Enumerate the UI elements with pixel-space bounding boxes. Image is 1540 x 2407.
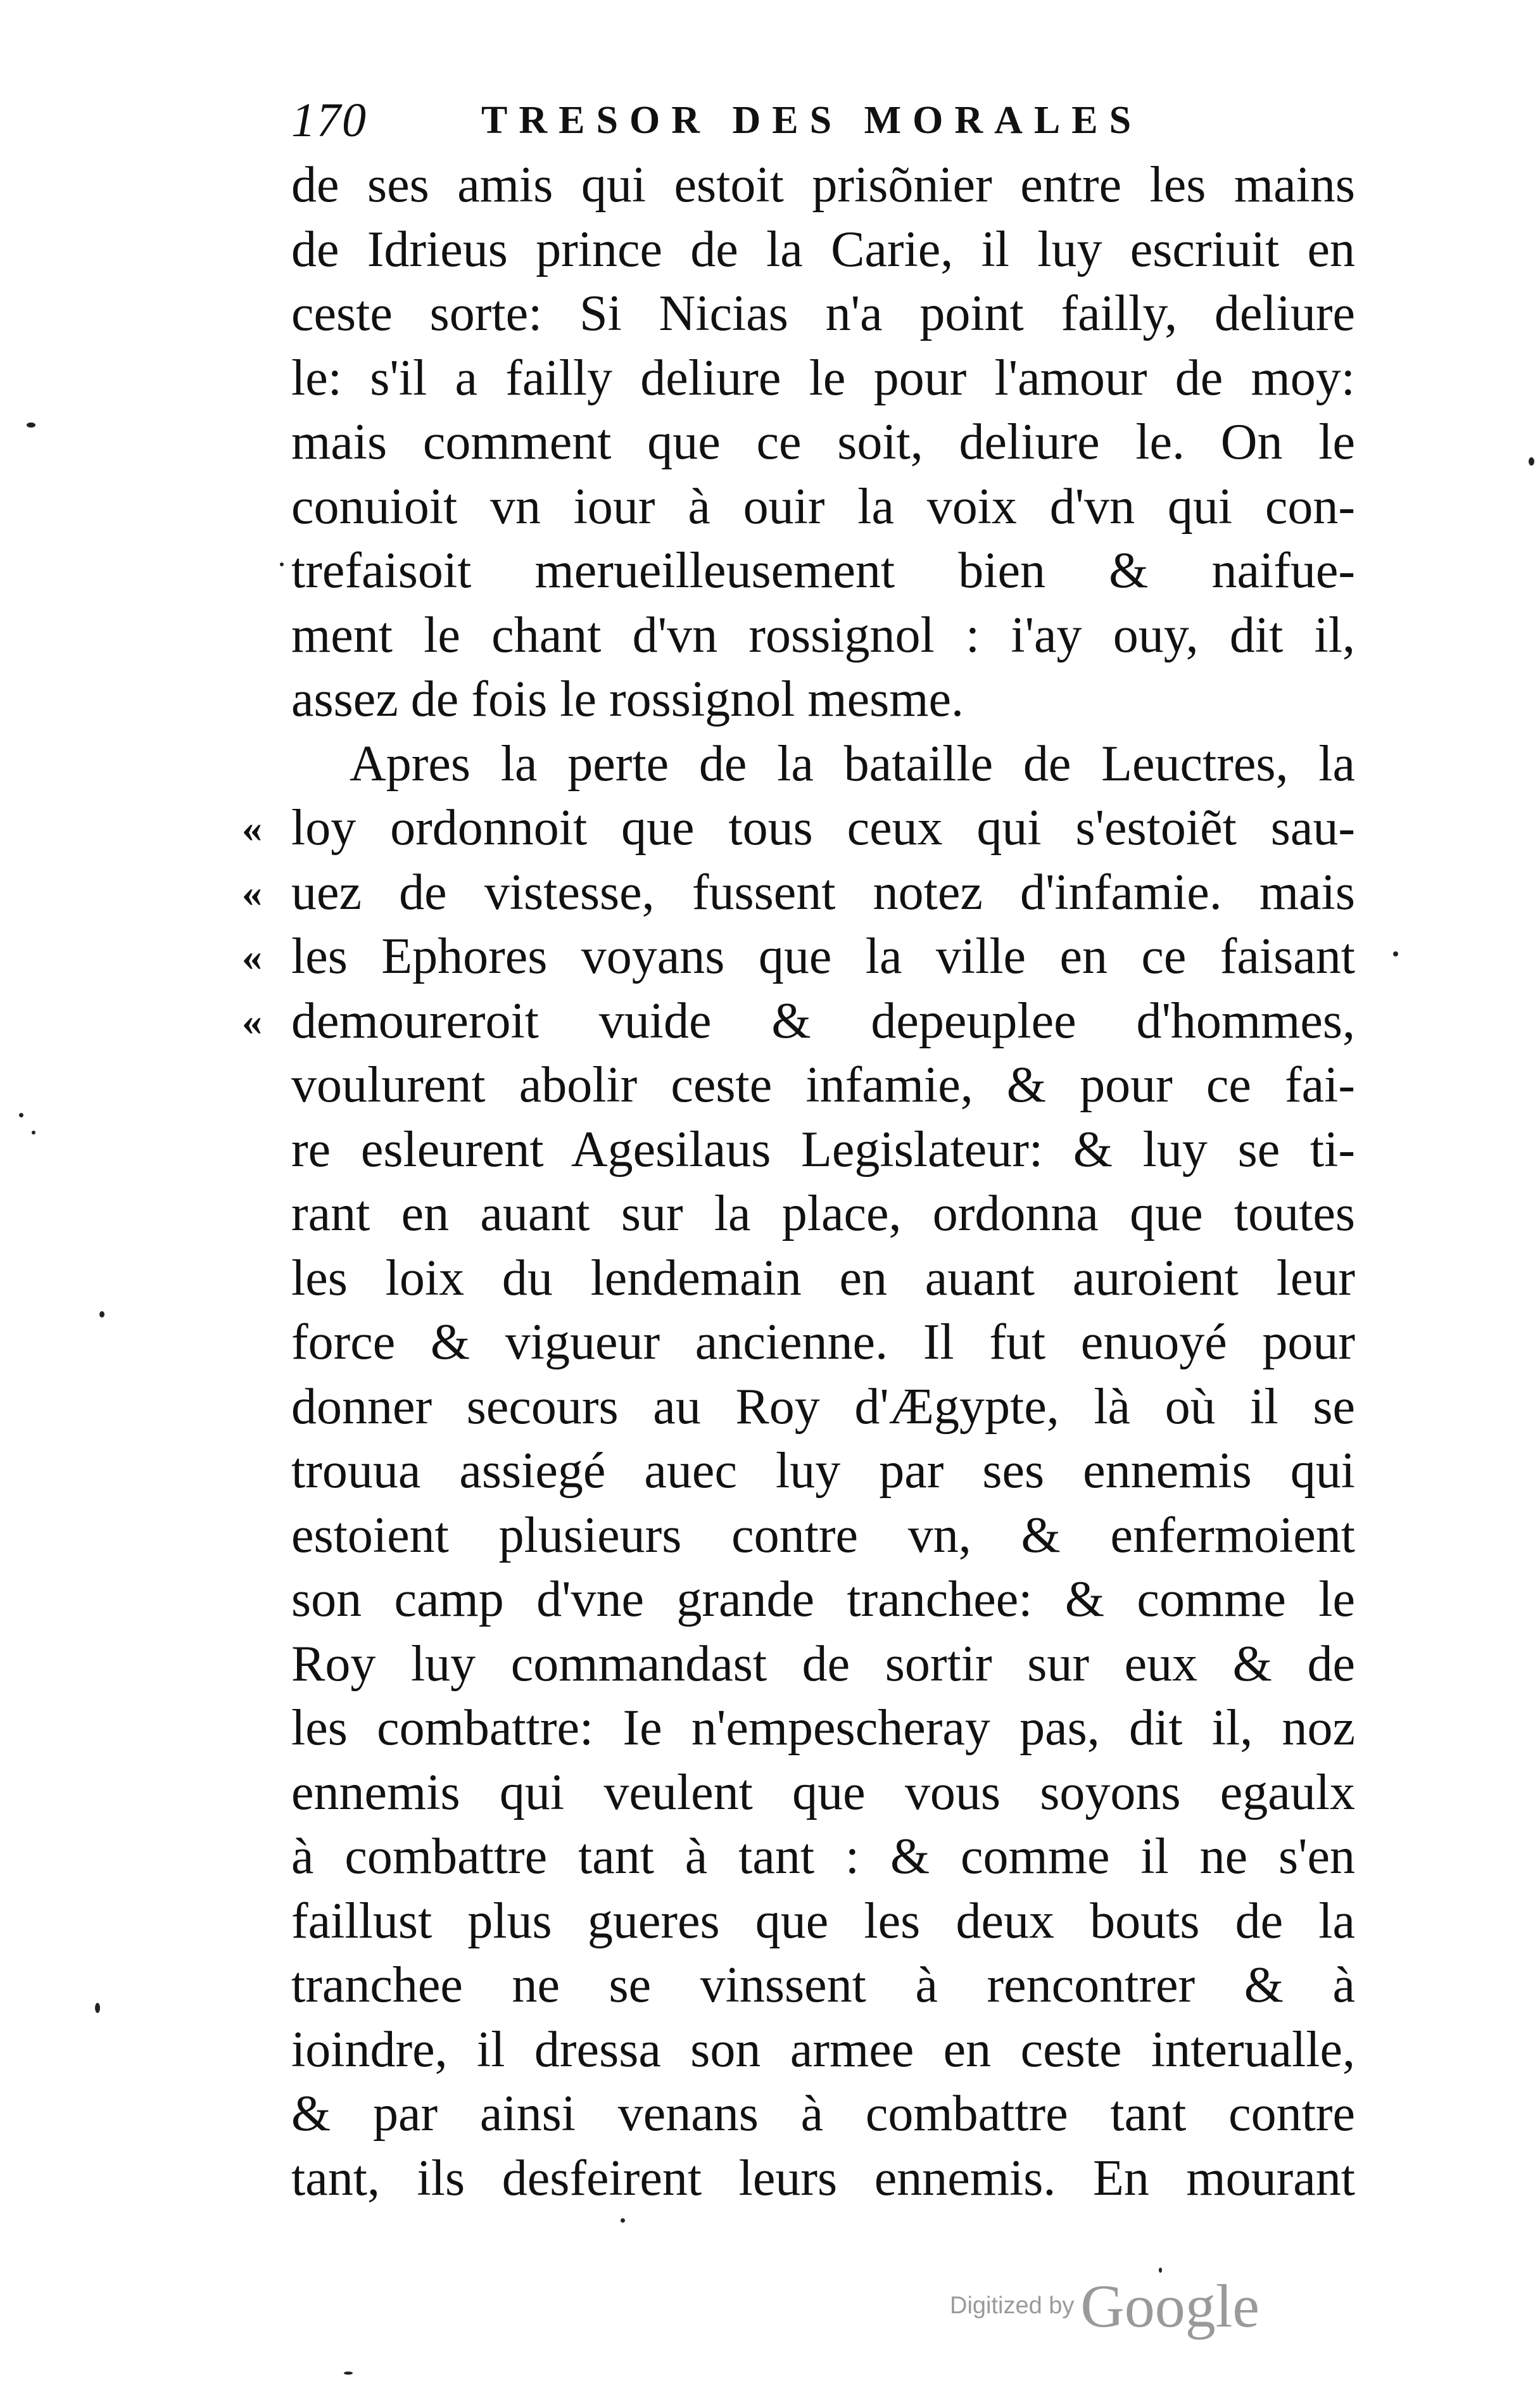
text-line: « loy ordonnoit que tous ceux qui s'estoiẽt sau- (291, 796, 1355, 861)
text-line: donner secours au Roy d'Ægypte, là où il se (291, 1378, 1355, 1435)
quotation-mark: « (242, 870, 262, 915)
scan-speck (1529, 457, 1534, 466)
paragraph-start-line: Apres la perte de la bataille de Leuctres, la (350, 735, 1355, 792)
page-header (291, 89, 1254, 152)
text-line: faillust plus gueres que les deux bouts de la (291, 1893, 1355, 1949)
text-line: tranchee ne se vinssent à rencontrer & à (291, 1957, 1355, 2013)
text-line: Roy luy commandast de sortir sur eux & de (291, 1635, 1355, 1692)
scan-speck (95, 2003, 100, 2013)
scan-speck (32, 1131, 35, 1134)
text-line: de ses amis qui estoit prisõnier entre les mains (291, 157, 1355, 213)
digitized-label: Digitized by (950, 2292, 1075, 2319)
running-title: TRESOR DES MORALES (481, 99, 1143, 142)
text-line: ioindre, il dressa son armee en ceste interualle, (291, 2021, 1355, 2078)
text-line: trefaisoit merueilleusement bien & naifue- (291, 543, 1355, 599)
text-line: estoient plusieurs contre vn, & enfermoient (291, 1507, 1355, 1563)
page-number: 170 (291, 94, 367, 147)
text-line: ment le chant d'vn rossignol : i'ay ouy, dit il, (291, 607, 1355, 663)
text-line: les combattre: Ie n'empescheray pas, dit il, noz (291, 1700, 1355, 1756)
text-line: « uez de vistesse, fussent notez d'infamie. mais (291, 861, 1355, 925)
scan-speck (1393, 951, 1398, 956)
digitized-by-google-watermark (950, 2271, 1259, 2341)
text-line: trouua assiegé auec luy par ses ennemis qui (291, 1443, 1355, 1499)
text-line: « demoureroit vuide & depeuplee d'hommes, (291, 989, 1355, 1054)
text-line: ennemis qui veulent que vous soyons egaulx (291, 1764, 1355, 1820)
scan-speck (344, 2372, 353, 2375)
text-line: assez de fois le rossignol mesme. (291, 671, 964, 727)
scan-speck (19, 1113, 23, 1117)
text-line: le: s'il a failly deliure le pour l'amour de moy: (291, 350, 1355, 406)
text-line: ceste sorte: Si Nicias n'a point failly, deliure (291, 286, 1355, 341)
text-line: tant, ils desfeirent leurs ennemis. En mourant (291, 2150, 1355, 2206)
text-line: rant en auant sur la place, ordonna que toutes (291, 1186, 1355, 1242)
text-line: « les Ephores voyans que la ville en ce faisant (291, 925, 1355, 989)
text-line: force & vigueur ancienne. Il fut enuoyé pour (291, 1314, 1355, 1370)
text-line: les loix du lendemain en auant auroient leur (291, 1250, 1355, 1306)
scan-speck (27, 422, 35, 428)
scan-speck (99, 1311, 104, 1318)
text-line: voulurent abolir ceste infamie, & pour ce fai- (291, 1057, 1355, 1113)
quotation-mark: « (242, 934, 262, 979)
text-line: mais comment que ce soit, deliure le. On le (291, 414, 1355, 470)
text-line: conuioit vn iour à ouir la voix d'vn qui con- (291, 478, 1355, 535)
text-line: de Idrieus prince de la Carie, il luy escriuit en (291, 221, 1355, 277)
body-text (242, 153, 1355, 2211)
quotation-mark: « (242, 806, 262, 851)
text-line: son camp d'vne grande tranchee: & comme le (291, 1572, 1355, 1627)
text-line: re esleurent Agesilaus Legislateur: & luy se ti- (291, 1121, 1355, 1178)
scan-speck (280, 562, 284, 566)
quotation-mark: « (242, 998, 262, 1044)
google-logo: Google (1080, 2272, 1260, 2340)
text-line: à combattre tant à tant : & comme il ne s'en (291, 1829, 1355, 1884)
text-line: & par ainsi venans à combattre tant contre (291, 2086, 1355, 2142)
scan-speck (621, 2218, 625, 2223)
